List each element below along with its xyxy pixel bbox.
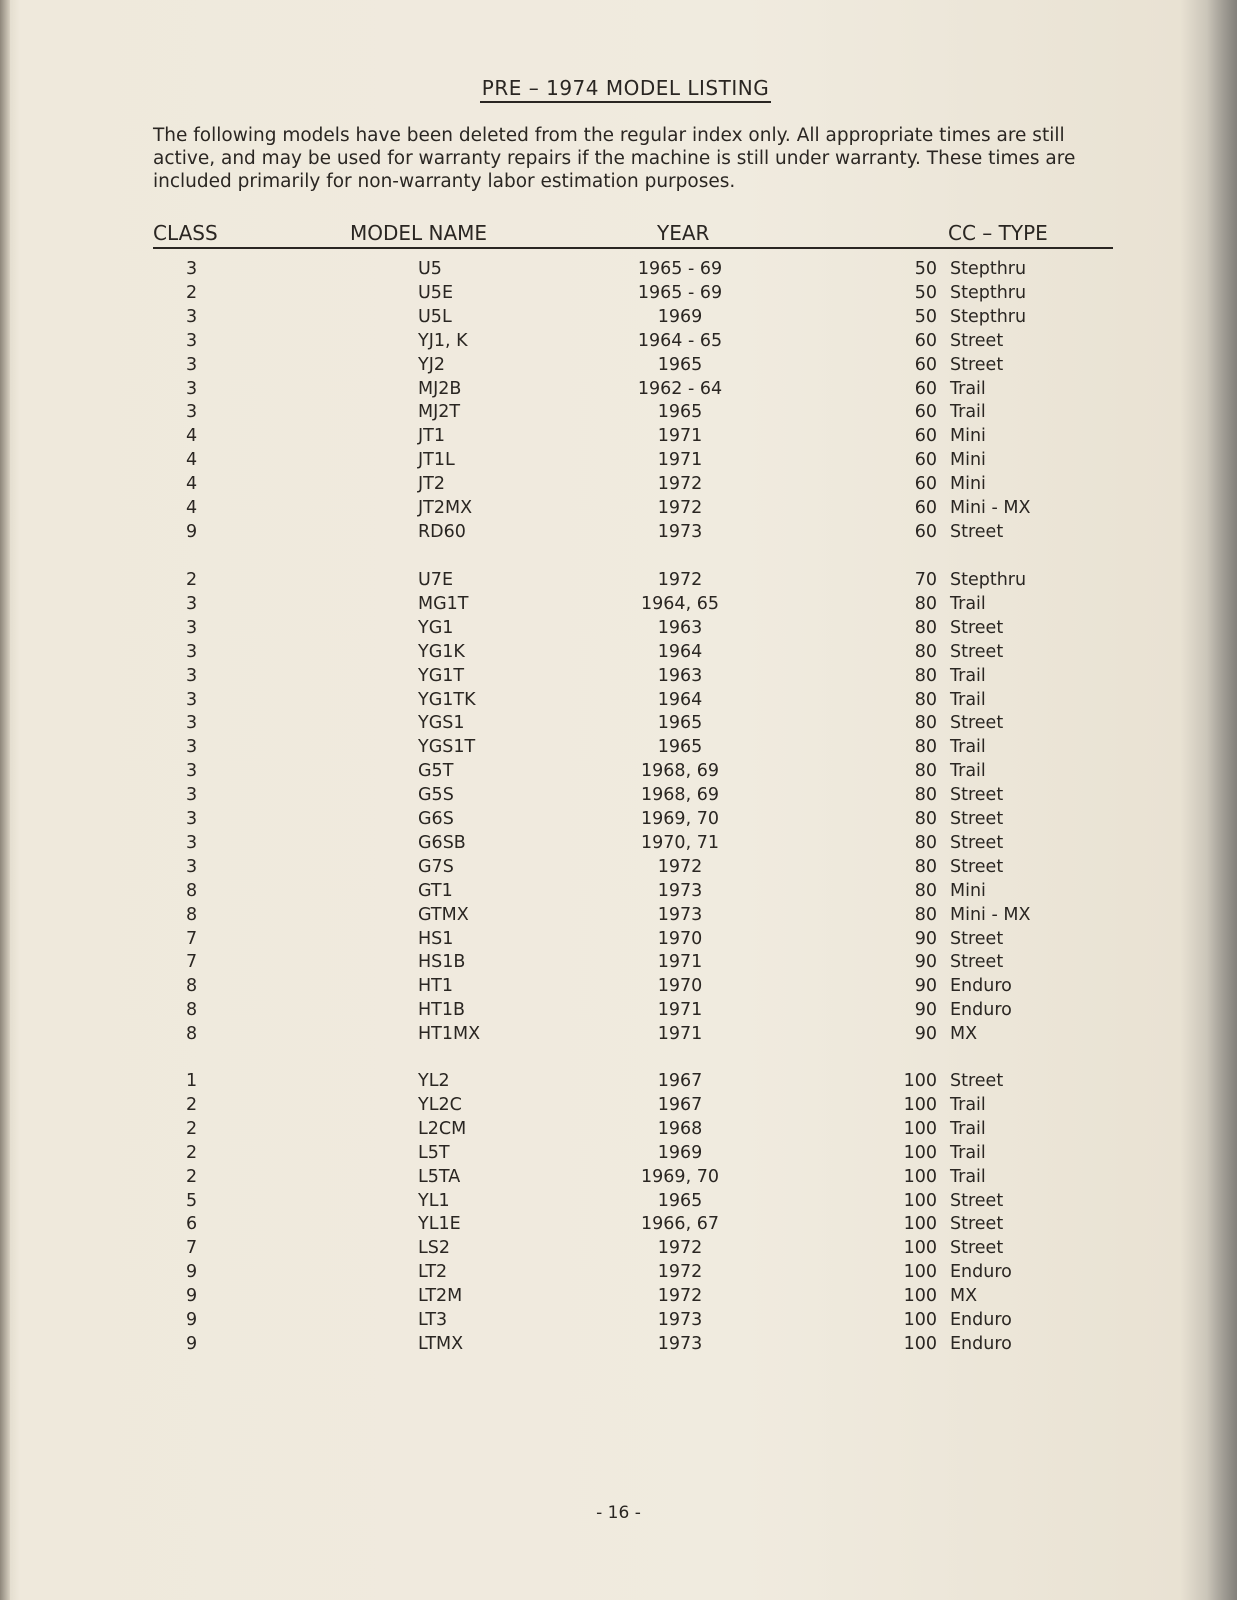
cell-class: 3 xyxy=(186,306,198,327)
cell-cc: 100 xyxy=(903,1286,937,1307)
cell-class: 2 xyxy=(186,570,198,590)
table-row xyxy=(0,690,1237,714)
cell-cc: 80 xyxy=(914,665,937,686)
cell-class: 9 xyxy=(186,521,198,542)
table-row xyxy=(0,379,1237,403)
cell-class: 7 xyxy=(186,1238,198,1259)
table-row xyxy=(0,426,1237,450)
cell-year: 1969 xyxy=(657,1142,703,1163)
cell-class: 3 xyxy=(186,593,198,614)
cell-type: Mini xyxy=(950,474,986,495)
cell-cc: 80 xyxy=(914,785,937,806)
cell-model-name: G7S xyxy=(418,856,454,877)
cell-class: 3 xyxy=(186,665,198,686)
cell-type: Street xyxy=(950,330,1004,351)
cell-cc: 80 xyxy=(914,809,937,829)
cell-type: Trail xyxy=(950,689,986,710)
cell-type: Trail xyxy=(950,1142,986,1163)
table-row xyxy=(0,498,1237,522)
cell-year: 1967 xyxy=(657,1071,703,1091)
header-cc-type: CC – TYPE xyxy=(948,221,1048,245)
cell-class: 3 xyxy=(186,785,198,806)
cell-year: 1964 xyxy=(657,689,703,710)
cell-type: Stepthru xyxy=(950,259,1027,279)
cell-type: Mini xyxy=(950,880,986,901)
cell-class: 3 xyxy=(186,761,198,782)
cell-year: 1971 xyxy=(657,1000,703,1021)
cell-type: Mini - MX xyxy=(950,904,1031,925)
cell-cc: 80 xyxy=(914,641,937,662)
cell-class: 8 xyxy=(186,880,198,901)
cell-class: 4 xyxy=(186,474,198,495)
cell-model-name: YJ2 xyxy=(418,354,445,375)
cell-model-name: LT2M xyxy=(418,1286,463,1307)
cell-class: 2 xyxy=(186,282,198,303)
cell-model-name: GTMX xyxy=(418,904,469,925)
cell-type: Trail xyxy=(950,665,986,686)
cell-model-name: G5S xyxy=(418,785,454,806)
table-row xyxy=(0,594,1237,618)
cell-type: Trail xyxy=(950,378,986,399)
cell-year: 1969, 70 xyxy=(641,809,719,829)
cell-class: 1 xyxy=(186,1071,198,1091)
cell-cc: 90 xyxy=(914,1000,937,1021)
cell-cc: 80 xyxy=(914,617,937,638)
cell-type: Enduro xyxy=(950,1333,1012,1354)
cell-class: 9 xyxy=(186,1262,198,1283)
cell-model-name: HS1B xyxy=(418,952,466,973)
cell-model-name: LT2 xyxy=(418,1262,448,1283)
cell-type: Street xyxy=(950,617,1004,638)
cell-type: Street xyxy=(950,952,1004,973)
table-row xyxy=(0,713,1237,737)
cell-cc: 50 xyxy=(914,259,937,279)
cell-cc: 90 xyxy=(914,976,937,997)
cell-type: Mini xyxy=(950,426,986,447)
cell-year: 1965 xyxy=(657,713,703,734)
table-row xyxy=(0,618,1237,642)
table-row xyxy=(0,642,1237,666)
cell-cc: 60 xyxy=(914,426,937,447)
cell-year: 1969 xyxy=(657,306,703,327)
cell-model-name: HT1MX xyxy=(418,1024,481,1045)
cell-cc: 100 xyxy=(903,1214,937,1235)
cell-model-name: RD60 xyxy=(418,521,466,542)
cell-year: 1972 xyxy=(657,1286,703,1307)
cell-type: Street xyxy=(950,354,1004,375)
header-model-name: MODEL NAME xyxy=(350,221,488,245)
cell-type: Enduro xyxy=(950,976,1012,997)
cell-type: Enduro xyxy=(950,1000,1012,1021)
cell-model-name: YL2C xyxy=(418,1094,462,1115)
cell-model-name: MJ2T xyxy=(418,402,461,423)
cell-year: 1972 xyxy=(657,570,703,590)
cell-model-name: HS1 xyxy=(418,928,454,949)
cell-type: Stepthru xyxy=(950,282,1027,303)
cell-type: Trail xyxy=(950,737,986,758)
cell-cc: 100 xyxy=(903,1094,937,1115)
cell-type: Street xyxy=(950,785,1004,806)
cell-type: Trail xyxy=(950,593,986,614)
cell-model-name: HT1B xyxy=(418,1000,465,1021)
cell-type: Street xyxy=(950,928,1004,949)
cell-model-name: YG1TK xyxy=(418,689,476,710)
cell-type: Stepthru xyxy=(950,306,1027,327)
cell-class: 3 xyxy=(186,737,198,758)
cell-cc: 60 xyxy=(914,450,937,471)
cell-year: 1973 xyxy=(657,880,703,901)
cell-class: 2 xyxy=(186,1142,198,1163)
table-row xyxy=(0,570,1237,594)
cell-class: 2 xyxy=(186,1094,198,1115)
cell-model-name: MG1T xyxy=(418,593,469,614)
cell-model-name: U7E xyxy=(418,570,453,590)
cell-cc: 60 xyxy=(914,498,937,518)
table-row xyxy=(0,1262,1237,1286)
cell-class: 9 xyxy=(186,1333,198,1354)
cell-year: 1972 xyxy=(657,474,703,495)
cell-model-name: L2CM xyxy=(418,1118,467,1139)
cell-cc: 50 xyxy=(914,282,937,303)
cell-year: 1973 xyxy=(657,521,703,542)
cell-class: 3 xyxy=(186,402,198,423)
cell-year: 1965 - 69 xyxy=(637,282,723,303)
cell-class: 3 xyxy=(186,259,198,279)
cell-class: 3 xyxy=(186,617,198,638)
cell-type: Street xyxy=(950,809,1004,829)
cell-cc: 60 xyxy=(914,521,937,542)
cell-year: 1964 xyxy=(657,641,703,662)
cell-class: 3 xyxy=(186,809,198,829)
cell-class: 6 xyxy=(186,1214,198,1235)
cell-model-name: GT1 xyxy=(418,880,453,901)
cell-model-name: LT3 xyxy=(418,1310,448,1330)
cell-model-name: YGS1T xyxy=(418,737,476,758)
intro-paragraph: The following models have been deleted from the regular index only. All appropriate times are still active, and may be used for warranty repairs if the machine is still under warranty. These times are included primarily for non-warranty labor estimation purposes. xyxy=(153,125,1076,192)
cell-year: 1964, 65 xyxy=(641,593,719,614)
cell-model-name: YJ1, K xyxy=(418,330,468,351)
cell-year: 1968, 69 xyxy=(641,785,719,806)
cell-model-name: JT2MX xyxy=(418,498,473,518)
cell-cc: 60 xyxy=(914,354,937,375)
cell-cc: 60 xyxy=(914,402,937,423)
cell-type: Trail xyxy=(950,761,986,782)
cell-cc: 60 xyxy=(914,474,937,495)
table-row xyxy=(0,283,1237,307)
cell-year: 1963 xyxy=(657,665,703,686)
cell-class: 2 xyxy=(186,1118,198,1139)
cell-cc: 100 xyxy=(903,1071,937,1091)
cell-cc: 60 xyxy=(914,330,937,351)
table-row xyxy=(0,952,1237,976)
cell-cc: 100 xyxy=(903,1118,937,1139)
cell-type: MX xyxy=(950,1024,978,1045)
cell-class: 3 xyxy=(186,641,198,662)
cell-year: 1972 xyxy=(657,498,703,518)
cell-cc: 100 xyxy=(903,1190,937,1211)
page-number: - 16 - xyxy=(596,1503,641,1523)
cell-class: 8 xyxy=(186,1024,198,1045)
cell-class: 3 xyxy=(186,354,198,375)
cell-year: 1973 xyxy=(657,904,703,925)
cell-cc: 80 xyxy=(914,832,937,853)
cell-year: 1973 xyxy=(657,1333,703,1354)
cell-model-name: YL2 xyxy=(418,1071,450,1091)
cell-model-name: HT1 xyxy=(418,976,453,997)
cell-type: MX xyxy=(950,1286,978,1307)
cell-year: 1963 xyxy=(657,617,703,638)
cell-year: 1973 xyxy=(657,1310,703,1330)
cell-type: Street xyxy=(950,1190,1004,1211)
cell-year: 1971 xyxy=(657,1024,703,1045)
table-row xyxy=(0,1238,1237,1262)
cell-model-name: U5 xyxy=(418,259,442,279)
table-row xyxy=(0,809,1237,833)
cell-year: 1972 xyxy=(657,1238,703,1259)
cell-model-name: JT2 xyxy=(418,474,445,495)
cell-cc: 100 xyxy=(903,1310,937,1330)
cell-cc: 90 xyxy=(914,1024,937,1045)
cell-year: 1965 xyxy=(657,354,703,375)
cell-year: 1971 xyxy=(657,450,703,471)
cell-year: 1967 xyxy=(657,1094,703,1115)
cell-class: 9 xyxy=(186,1286,198,1307)
cell-type: Street xyxy=(950,521,1004,542)
cell-model-name: YG1K xyxy=(418,641,465,662)
cell-year: 1972 xyxy=(657,856,703,877)
cell-type: Street xyxy=(950,641,1004,662)
cell-model-name: U5E xyxy=(418,282,453,303)
cell-cc: 100 xyxy=(903,1166,937,1187)
cell-class: 7 xyxy=(186,928,198,949)
cell-model-name: G6SB xyxy=(418,832,466,853)
table-row xyxy=(0,976,1237,1000)
cell-type: Street xyxy=(950,713,1004,734)
table-row xyxy=(0,1071,1237,1095)
cell-model-name: YL1E xyxy=(418,1214,461,1235)
table-row xyxy=(0,474,1237,498)
page-title: PRE – 1974 MODEL LISTING xyxy=(480,76,771,103)
cell-class: 5 xyxy=(186,1190,198,1211)
cell-cc: 80 xyxy=(914,689,937,710)
cell-cc: 90 xyxy=(914,928,937,949)
cell-year: 1972 xyxy=(657,1262,703,1283)
table-row xyxy=(0,331,1237,355)
cell-year: 1968 xyxy=(657,1118,703,1139)
table-row xyxy=(0,1024,1237,1048)
table-row xyxy=(0,1143,1237,1167)
cell-model-name: L5TA xyxy=(418,1166,461,1187)
cell-type: Enduro xyxy=(950,1310,1012,1330)
table-row xyxy=(0,522,1237,546)
cell-cc: 100 xyxy=(903,1333,937,1354)
cell-class: 3 xyxy=(186,856,198,877)
table-row xyxy=(0,402,1237,426)
cell-type: Street xyxy=(950,832,1004,853)
table-row xyxy=(0,905,1237,929)
table-row xyxy=(0,833,1237,857)
cell-year: 1970, 71 xyxy=(641,832,719,853)
cell-cc: 100 xyxy=(903,1262,937,1283)
cell-year: 1971 xyxy=(657,426,703,447)
cell-model-name: U5L xyxy=(418,306,452,327)
cell-class: 8 xyxy=(186,1000,198,1021)
cell-year: 1970 xyxy=(657,928,703,949)
cell-year: 1968, 69 xyxy=(641,761,719,782)
cell-type: Street xyxy=(950,1071,1004,1091)
table-row xyxy=(0,355,1237,379)
cell-class: 3 xyxy=(186,378,198,399)
cell-cc: 80 xyxy=(914,593,937,614)
table-row xyxy=(0,1095,1237,1119)
cell-cc: 80 xyxy=(914,737,937,758)
cell-class: 3 xyxy=(186,713,198,734)
cell-type: Street xyxy=(950,856,1004,877)
table-row xyxy=(0,666,1237,690)
cell-type: Trail xyxy=(950,402,986,423)
cell-cc: 100 xyxy=(903,1142,937,1163)
cell-type: Stepthru xyxy=(950,570,1027,590)
table-row xyxy=(0,1191,1237,1215)
cell-class: 4 xyxy=(186,498,198,518)
table-row xyxy=(0,785,1237,809)
cell-year: 1971 xyxy=(657,952,703,973)
cell-cc: 80 xyxy=(914,880,937,901)
cell-model-name: YGS1 xyxy=(418,713,465,734)
cell-class: 4 xyxy=(186,426,198,447)
cell-model-name: JT1L xyxy=(418,450,455,471)
cell-class: 7 xyxy=(186,952,198,973)
cell-type: Street xyxy=(950,1214,1004,1235)
header-class: CLASS xyxy=(153,221,218,245)
cell-type: Mini - MX xyxy=(950,498,1031,518)
table-row xyxy=(0,1214,1237,1238)
table-row xyxy=(0,857,1237,881)
cell-model-name: LS2 xyxy=(418,1238,450,1259)
cell-class: 8 xyxy=(186,904,198,925)
cell-model-name: YG1T xyxy=(418,665,465,686)
table-row xyxy=(0,1310,1237,1334)
cell-year: 1965 xyxy=(657,1190,703,1211)
cell-cc: 50 xyxy=(914,306,937,327)
cell-type: Trail xyxy=(950,1094,986,1115)
cell-model-name: YL1 xyxy=(418,1190,450,1211)
cell-cc: 80 xyxy=(914,856,937,877)
cell-model-name: MJ2B xyxy=(418,378,462,399)
table-row xyxy=(0,1000,1237,1024)
cell-year: 1965 xyxy=(657,737,703,758)
cell-year: 1969, 70 xyxy=(641,1166,719,1187)
cell-model-name: G5T xyxy=(418,761,454,782)
cell-model-name: LTMX xyxy=(418,1333,464,1354)
table-header xyxy=(153,219,1113,249)
cell-cc: 90 xyxy=(914,952,937,973)
cell-cc: 100 xyxy=(903,1238,937,1259)
table-row xyxy=(0,929,1237,953)
table-row xyxy=(0,1334,1237,1358)
page-title-wrap xyxy=(0,76,1237,103)
cell-class: 9 xyxy=(186,1310,198,1330)
cell-type: Street xyxy=(950,1238,1004,1259)
cell-class: 4 xyxy=(186,450,198,471)
cell-cc: 80 xyxy=(914,904,937,925)
cell-model-name: JT1 xyxy=(418,426,445,447)
table-row xyxy=(0,737,1237,761)
cell-class: 3 xyxy=(186,832,198,853)
cell-cc: 70 xyxy=(914,570,937,590)
cell-cc: 80 xyxy=(914,761,937,782)
table-row xyxy=(0,1167,1237,1191)
cell-type: Trail xyxy=(950,1166,986,1187)
table-row xyxy=(0,450,1237,474)
cell-cc: 80 xyxy=(914,713,937,734)
table-row xyxy=(0,259,1237,283)
cell-year: 1965 - 69 xyxy=(637,259,723,279)
cell-class: 8 xyxy=(186,976,198,997)
table-row xyxy=(0,1119,1237,1143)
cell-year: 1965 xyxy=(657,402,703,423)
table-row xyxy=(0,761,1237,785)
cell-year: 1962 - 64 xyxy=(637,378,723,399)
table-row xyxy=(0,1286,1237,1310)
header-year: YEAR xyxy=(657,221,710,245)
cell-year: 1966, 67 xyxy=(641,1214,719,1235)
cell-model-name: G6S xyxy=(418,809,454,829)
cell-class: 3 xyxy=(186,689,198,710)
cell-type: Enduro xyxy=(950,1262,1012,1283)
table-row xyxy=(0,881,1237,905)
cell-type: Trail xyxy=(950,1118,986,1139)
cell-model-name: L5T xyxy=(418,1142,450,1163)
cell-year: 1970 xyxy=(657,976,703,997)
cell-model-name: YG1 xyxy=(418,617,454,638)
cell-class: 3 xyxy=(186,330,198,351)
cell-cc: 60 xyxy=(914,378,937,399)
table-row xyxy=(0,307,1237,331)
cell-class: 2 xyxy=(186,1166,198,1187)
cell-year: 1964 - 65 xyxy=(637,330,723,351)
cell-type: Mini xyxy=(950,450,986,471)
